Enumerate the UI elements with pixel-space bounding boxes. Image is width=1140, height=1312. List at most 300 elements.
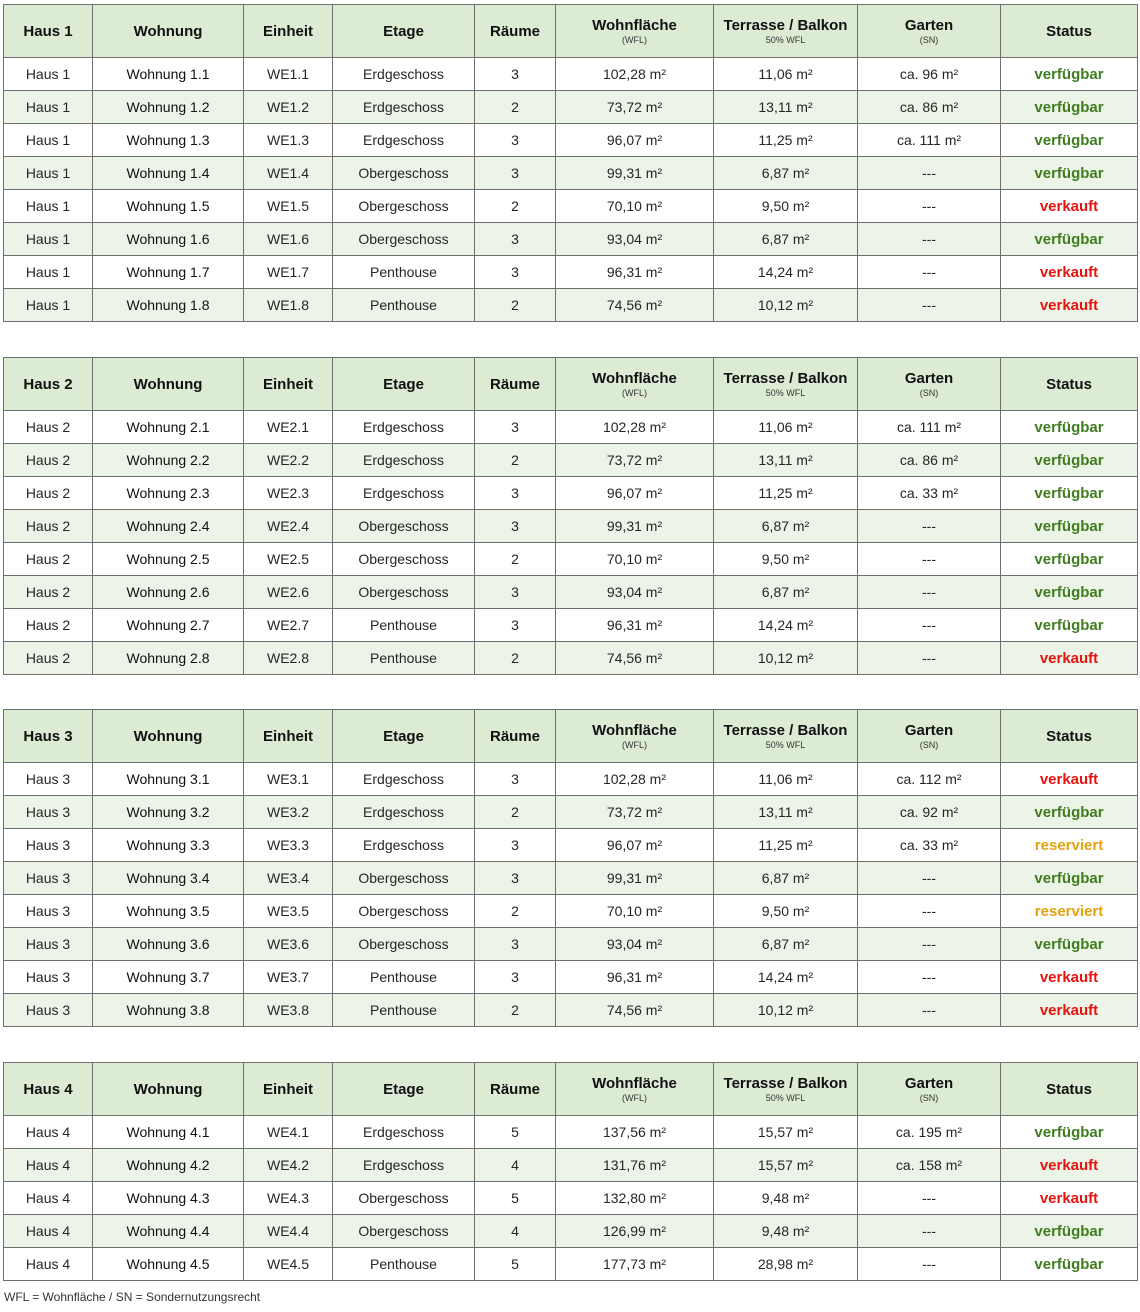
cell-wohnung: Wohnung 2.3 [93,477,244,510]
cell-garten: ca. 111 m² [858,411,1001,444]
column-header-sublabel: 50% WFL [765,35,806,45]
table-row [4,642,1138,675]
cell-raeume: 2 [475,895,556,928]
cell-status: verkauft [1001,961,1138,994]
cell-status: verfügbar [1001,609,1138,642]
cell-terrasse: 11,25 m² [714,124,858,157]
table-row [4,1149,1138,1182]
cell-terrasse: 6,87 m² [714,862,858,895]
table-header-row [4,5,1138,58]
cell-raeume: 3 [475,961,556,994]
cell-wohnung: Wohnung 1.3 [93,124,244,157]
cell-garten: --- [858,862,1001,895]
cell-wohnung: Wohnung 1.1 [93,58,244,91]
cell-wohnflaeche: 73,72 m² [556,796,714,829]
cell-wohnflaeche: 96,07 m² [556,477,714,510]
table-row [4,829,1138,862]
cell-einheit: WE1.3 [244,124,333,157]
cell-einheit: WE4.1 [244,1116,333,1149]
cell-status: verfügbar [1001,1116,1138,1149]
column-header-label: Wohnfläche [592,17,677,34]
cell-terrasse: 6,87 m² [714,928,858,961]
cell-garten: ca. 96 m² [858,58,1001,91]
column-header-label: Etage [383,22,424,40]
table-row [4,190,1138,223]
cell-wohnung: Wohnung 4.4 [93,1215,244,1248]
cell-wohnflaeche: 93,04 m² [556,223,714,256]
cell-raeume: 3 [475,157,556,190]
cell-etage: Obergeschoss [333,510,475,543]
table-row [4,895,1138,928]
cell-wohnung: Wohnung 3.5 [93,895,244,928]
column-header-sublabel: (SN) [919,740,939,750]
cell-etage: Erdgeschoss [333,763,475,796]
cell-status: verkauft [1001,256,1138,289]
cell-einheit: WE3.1 [244,763,333,796]
cell-wohnung: Wohnung 3.8 [93,994,244,1027]
column-header-sublabel: 50% WFL [765,388,806,398]
cell-etage: Penthouse [333,256,475,289]
column-header-sublabel: (SN) [919,35,939,45]
column-header-wohnung [93,1063,244,1116]
cell-terrasse: 11,06 m² [714,411,858,444]
cell-haus: Haus 2 [4,609,93,642]
cell-einheit: WE1.8 [244,289,333,322]
column-header-etage [333,5,475,58]
house-table [3,357,1138,675]
cell-etage: Penthouse [333,642,475,675]
column-header-label: Garten [904,1075,954,1092]
column-header-einheit [244,5,333,58]
cell-garten: ca. 86 m² [858,444,1001,477]
column-header-status [1001,358,1138,411]
column-header-sublabel: 50% WFL [765,740,806,750]
cell-wohnflaeche: 74,56 m² [556,642,714,675]
column-header-label: Status [1046,22,1092,40]
table-row [4,576,1138,609]
cell-einheit: WE1.7 [244,256,333,289]
cell-terrasse: 6,87 m² [714,157,858,190]
table-row [4,444,1138,477]
cell-garten: ca. 86 m² [858,91,1001,124]
cell-garten: --- [858,1248,1001,1281]
cell-einheit: WE3.8 [244,994,333,1027]
cell-wohnflaeche: 96,31 m² [556,609,714,642]
table-row [4,223,1138,256]
table-header-row [4,358,1138,411]
cell-wohnflaeche: 96,31 m² [556,256,714,289]
cell-terrasse: 15,57 m² [714,1116,858,1149]
cell-einheit: WE2.3 [244,477,333,510]
cell-etage: Penthouse [333,1248,475,1281]
cell-haus: Haus 3 [4,895,93,928]
cell-haus: Haus 3 [4,961,93,994]
table-row [4,609,1138,642]
cell-wohnung: Wohnung 3.2 [93,796,244,829]
column-header-label: Wohnung [133,727,203,745]
cell-raeume: 5 [475,1116,556,1149]
cell-raeume: 2 [475,190,556,223]
cell-haus: Haus 2 [4,543,93,576]
cell-garten: ca. 112 m² [858,763,1001,796]
cell-wohnung: Wohnung 1.7 [93,256,244,289]
cell-raeume: 5 [475,1182,556,1215]
cell-terrasse: 9,48 m² [714,1182,858,1215]
cell-etage: Erdgeschoss [333,91,475,124]
cell-etage: Penthouse [333,289,475,322]
cell-status: verfügbar [1001,223,1138,256]
column-header-wohnflaeche [556,5,714,58]
column-header-label: Terrasse / Balkon [723,370,848,387]
table-row [4,862,1138,895]
cell-wohnflaeche: 70,10 m² [556,895,714,928]
cell-wohnflaeche: 131,76 m² [556,1149,714,1182]
column-header-label: Haus 3 [23,727,73,745]
cell-status: verfügbar [1001,91,1138,124]
cell-terrasse: 9,50 m² [714,543,858,576]
cell-raeume: 3 [475,763,556,796]
cell-wohnflaeche: 70,10 m² [556,543,714,576]
column-header-label: Einheit [262,1080,313,1098]
cell-etage: Erdgeschoss [333,477,475,510]
cell-status: verfügbar [1001,124,1138,157]
column-header-label: Garten [904,722,954,739]
column-header-label: Haus 4 [23,1080,73,1098]
cell-haus: Haus 1 [4,58,93,91]
cell-garten: ca. 33 m² [858,477,1001,510]
cell-etage: Penthouse [333,961,475,994]
column-header-terrasse [714,710,858,763]
cell-wohnung: Wohnung 4.5 [93,1248,244,1281]
cell-wohnung: Wohnung 3.6 [93,928,244,961]
cell-status: verfügbar [1001,157,1138,190]
cell-raeume: 2 [475,289,556,322]
cell-terrasse: 11,06 m² [714,58,858,91]
column-header-label: Terrasse / Balkon [723,17,848,34]
cell-einheit: WE4.3 [244,1182,333,1215]
column-header-sublabel: (WFL) [622,1093,647,1103]
cell-status: verfügbar [1001,477,1138,510]
cell-haus: Haus 3 [4,928,93,961]
cell-einheit: WE2.4 [244,510,333,543]
cell-haus: Haus 3 [4,862,93,895]
cell-garten: --- [858,190,1001,223]
cell-status: verkauft [1001,289,1138,322]
cell-etage: Obergeschoss [333,928,475,961]
table-row [4,157,1138,190]
cell-etage: Obergeschoss [333,576,475,609]
column-header-label: Etage [383,727,424,745]
column-header-label: Haus 1 [23,22,73,40]
cell-wohnflaeche: 137,56 m² [556,1116,714,1149]
legend-footnote: WFL = Wohnfläche / SN = Sondernutzungsrecht [4,1290,261,1304]
column-header-label: Wohnfläche [592,722,677,739]
cell-status: verfügbar [1001,576,1138,609]
cell-haus: Haus 3 [4,796,93,829]
cell-garten: --- [858,543,1001,576]
cell-etage: Obergeschoss [333,543,475,576]
cell-haus: Haus 1 [4,256,93,289]
cell-raeume: 3 [475,223,556,256]
column-header-terrasse [714,1063,858,1116]
cell-terrasse: 9,50 m² [714,190,858,223]
cell-wohnung: Wohnung 3.4 [93,862,244,895]
cell-etage: Erdgeschoss [333,1149,475,1182]
column-header-wohnung [93,5,244,58]
cell-etage: Erdgeschoss [333,124,475,157]
column-header-label: Wohnung [133,375,203,393]
cell-wohnung: Wohnung 3.3 [93,829,244,862]
cell-status: verfügbar [1001,796,1138,829]
cell-garten: --- [858,642,1001,675]
column-header-haus [4,358,93,411]
cell-status: verfügbar [1001,510,1138,543]
cell-terrasse: 10,12 m² [714,994,858,1027]
cell-status: verfügbar [1001,444,1138,477]
column-header-etage [333,710,475,763]
column-header-label: Einheit [262,727,313,745]
cell-garten: --- [858,961,1001,994]
cell-etage: Obergeschoss [333,157,475,190]
column-header-einheit [244,358,333,411]
cell-einheit: WE2.5 [244,543,333,576]
column-header-label: Garten [904,17,954,34]
column-header-label: Räume [489,375,541,393]
column-header-label: Etage [383,375,424,393]
cell-terrasse: 13,11 m² [714,91,858,124]
column-header-label: Etage [383,1080,424,1098]
cell-status: verkauft [1001,1182,1138,1215]
cell-raeume: 2 [475,91,556,124]
cell-wohnflaeche: 96,31 m² [556,961,714,994]
cell-einheit: WE2.6 [244,576,333,609]
column-header-sublabel: (WFL) [622,35,647,45]
column-header-sublabel: (SN) [919,1093,939,1103]
cell-wohnflaeche: 99,31 m² [556,862,714,895]
cell-einheit: WE2.8 [244,642,333,675]
cell-raeume: 2 [475,642,556,675]
house-table [3,709,1138,1027]
cell-etage: Obergeschoss [333,895,475,928]
column-header-wohnflaeche [556,358,714,411]
cell-terrasse: 10,12 m² [714,289,858,322]
column-header-label: Wohnfläche [592,1075,677,1092]
house-table [3,4,1138,322]
cell-raeume: 3 [475,576,556,609]
cell-wohnung: Wohnung 2.1 [93,411,244,444]
cell-status: verfügbar [1001,411,1138,444]
cell-terrasse: 10,12 m² [714,642,858,675]
column-header-label: Garten [904,370,954,387]
cell-wohnflaeche: 96,07 m² [556,829,714,862]
cell-terrasse: 14,24 m² [714,256,858,289]
cell-garten: --- [858,994,1001,1027]
cell-raeume: 3 [475,58,556,91]
column-header-status [1001,710,1138,763]
cell-terrasse: 6,87 m² [714,223,858,256]
cell-haus: Haus 2 [4,411,93,444]
cell-status: verkauft [1001,642,1138,675]
column-header-label: Räume [489,727,541,745]
table-row [4,543,1138,576]
cell-raeume: 3 [475,510,556,543]
cell-raeume: 3 [475,609,556,642]
cell-etage: Obergeschoss [333,190,475,223]
column-header-label: Räume [489,1080,541,1098]
cell-garten: --- [858,1215,1001,1248]
cell-wohnung: Wohnung 2.8 [93,642,244,675]
cell-garten: --- [858,510,1001,543]
column-header-garten [858,5,1001,58]
cell-wohnung: Wohnung 2.5 [93,543,244,576]
cell-garten: --- [858,895,1001,928]
column-header-raeume [475,710,556,763]
cell-haus: Haus 2 [4,642,93,675]
cell-haus: Haus 3 [4,994,93,1027]
table-row [4,477,1138,510]
cell-garten: --- [858,928,1001,961]
cell-terrasse: 14,24 m² [714,609,858,642]
cell-haus: Haus 2 [4,510,93,543]
column-header-etage [333,358,475,411]
cell-wohnung: Wohnung 4.3 [93,1182,244,1215]
cell-wohnung: Wohnung 4.2 [93,1149,244,1182]
column-header-wohnflaeche [556,1063,714,1116]
column-header-label: Räume [489,22,541,40]
column-header-status [1001,1063,1138,1116]
column-header-label: Wohnung [133,22,203,40]
cell-garten: ca. 158 m² [858,1149,1001,1182]
cell-status: verkauft [1001,994,1138,1027]
cell-raeume: 3 [475,124,556,157]
column-header-label: Terrasse / Balkon [723,1075,848,1092]
cell-wohnflaeche: 102,28 m² [556,58,714,91]
cell-haus: Haus 3 [4,829,93,862]
cell-einheit: WE4.2 [244,1149,333,1182]
cell-haus: Haus 4 [4,1248,93,1281]
column-header-label: Wohnung [133,1080,203,1098]
cell-wohnflaeche: 93,04 m² [556,576,714,609]
cell-einheit: WE1.4 [244,157,333,190]
table-row [4,796,1138,829]
cell-einheit: WE2.1 [244,411,333,444]
cell-einheit: WE3.7 [244,961,333,994]
cell-garten: ca. 111 m² [858,124,1001,157]
cell-haus: Haus 1 [4,157,93,190]
cell-status: verkauft [1001,763,1138,796]
cell-einheit: WE1.5 [244,190,333,223]
column-header-haus [4,710,93,763]
cell-status: reserviert [1001,895,1138,928]
column-header-sublabel: (SN) [919,388,939,398]
cell-wohnflaeche: 102,28 m² [556,411,714,444]
cell-raeume: 3 [475,928,556,961]
cell-status: verfügbar [1001,928,1138,961]
cell-wohnflaeche: 102,28 m² [556,763,714,796]
cell-terrasse: 6,87 m² [714,510,858,543]
table-row [4,928,1138,961]
cell-garten: --- [858,609,1001,642]
table-row [4,91,1138,124]
column-header-label: Status [1046,1080,1092,1098]
cell-wohnung: Wohnung 1.4 [93,157,244,190]
column-header-raeume [475,1063,556,1116]
cell-einheit: WE1.6 [244,223,333,256]
cell-wohnung: Wohnung 2.2 [93,444,244,477]
table-row [4,58,1138,91]
column-header-garten [858,710,1001,763]
cell-garten: --- [858,256,1001,289]
table-header-row [4,710,1138,763]
column-header-wohnung [93,358,244,411]
cell-terrasse: 13,11 m² [714,796,858,829]
cell-etage: Obergeschoss [333,223,475,256]
table-row [4,124,1138,157]
column-header-garten [858,358,1001,411]
cell-etage: Erdgeschoss [333,411,475,444]
column-header-label: Haus 2 [23,375,73,393]
cell-garten: ca. 33 m² [858,829,1001,862]
column-header-raeume [475,358,556,411]
table-row [4,510,1138,543]
table-row [4,1248,1138,1281]
cell-status: verfügbar [1001,58,1138,91]
cell-terrasse: 11,25 m² [714,829,858,862]
cell-garten: --- [858,576,1001,609]
column-header-wohnung [93,710,244,763]
cell-terrasse: 9,50 m² [714,895,858,928]
cell-etage: Obergeschoss [333,1182,475,1215]
cell-terrasse: 11,25 m² [714,477,858,510]
cell-raeume: 3 [475,862,556,895]
cell-status: verfügbar [1001,1248,1138,1281]
cell-haus: Haus 1 [4,289,93,322]
column-header-sublabel: 50% WFL [765,1093,806,1103]
cell-etage: Erdgeschoss [333,444,475,477]
cell-terrasse: 9,48 m² [714,1215,858,1248]
cell-einheit: WE1.2 [244,91,333,124]
cell-raeume: 5 [475,1248,556,1281]
cell-wohnflaeche: 126,99 m² [556,1215,714,1248]
cell-raeume: 3 [475,477,556,510]
cell-wohnflaeche: 70,10 m² [556,190,714,223]
cell-wohnflaeche: 99,31 m² [556,510,714,543]
table-row [4,411,1138,444]
column-header-sublabel: (WFL) [622,740,647,750]
column-header-haus [4,1063,93,1116]
cell-status: verfügbar [1001,543,1138,576]
cell-haus: Haus 1 [4,223,93,256]
table-header-row [4,1063,1138,1116]
cell-wohnung: Wohnung 1.5 [93,190,244,223]
cell-einheit: WE1.1 [244,58,333,91]
cell-terrasse: 15,57 m² [714,1149,858,1182]
cell-raeume: 2 [475,796,556,829]
cell-wohnflaeche: 132,80 m² [556,1182,714,1215]
cell-einheit: WE2.7 [244,609,333,642]
cell-terrasse: 6,87 m² [714,576,858,609]
cell-haus: Haus 1 [4,91,93,124]
cell-haus: Haus 1 [4,190,93,223]
cell-etage: Erdgeschoss [333,796,475,829]
cell-haus: Haus 4 [4,1182,93,1215]
column-header-terrasse [714,358,858,411]
column-header-label: Einheit [262,375,313,393]
cell-garten: --- [858,157,1001,190]
table-row [4,256,1138,289]
cell-wohnung: Wohnung 1.8 [93,289,244,322]
cell-etage: Erdgeschoss [333,829,475,862]
